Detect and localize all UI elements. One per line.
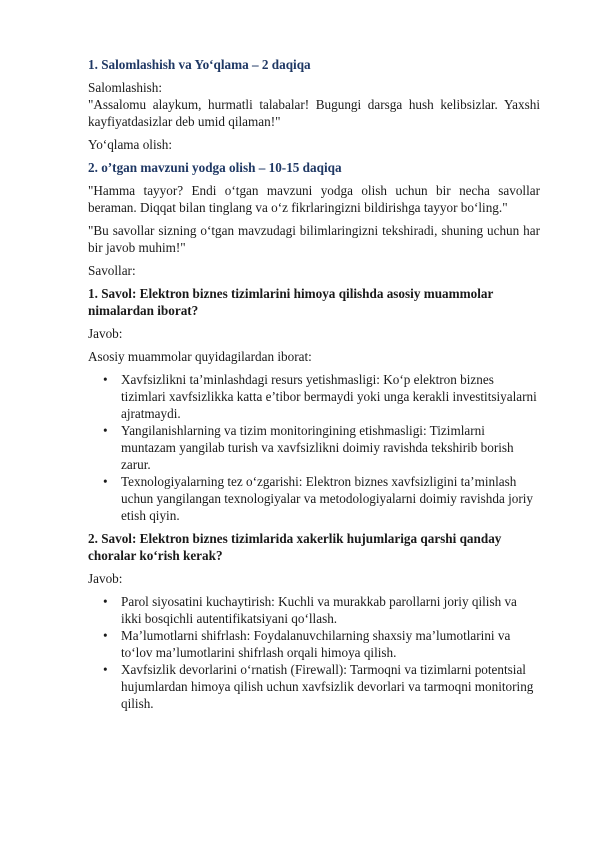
bullet-icon: • xyxy=(103,594,108,609)
list-item-text: Yangilanishlarning va tizim monitoringining etishmasligi: Tizimlarni muntazam yangilab turish va xavfsizlikni doimiy ravishda tekshirib borish zarur. xyxy=(121,423,514,472)
greeting-label: Salomlashish: xyxy=(88,80,162,95)
bullet-icon: • xyxy=(103,474,108,489)
list-item-text: Parol siyosatini kuchaytirish: Kuchli va murakkab parollarni joriy qilish va ikki bosqichli autentifikatsiyani qo‘llash. xyxy=(121,594,517,626)
question1-answer-intro: Asosiy muammolar quyidagilardan iborat: xyxy=(88,349,312,364)
question1-answer-label: Javob: xyxy=(88,326,123,341)
list-item xyxy=(88,371,540,422)
section2-intro-2: "Bu savollar sizning o‘tgan mavzudagi bilimlaringizni tekshiradi, shuning uchun har bir javob muhim!" xyxy=(88,223,540,255)
rollcall-label: Yo‘qlama olish: xyxy=(88,137,173,152)
list-item-text: Xavfsizlik devorlarini o‘rnatish (Firewall): Tarmoqni va tizimlarni potentsial hujumlardan himoya qilish uchun xavfsizlik devorlari va tarmoqni monitoring qilish. xyxy=(121,662,534,711)
question2-answer-list xyxy=(88,593,540,712)
list-item-text: Texnologiyalarning tez o‘zgarishi: Elektron biznes xavfsizligini ta’minlash uchun yangilangan texnologiyalar va metodologiyalarni doimiy ravishda joriy etish qiyin. xyxy=(121,474,534,523)
list-item xyxy=(88,661,540,712)
greeting-text: "Assalomu alaykum, hurmatli talabalar! Bugungi darsga hush kelibsizlar. Yaxshi kayfiyatdasizlar deb umid qilaman!" xyxy=(88,97,540,129)
question1-title: 1. Savol: Elektron biznes tizimlarini himoya qilishda asosiy muammolar nimalardan iborat? xyxy=(88,286,494,318)
list-item xyxy=(88,627,540,661)
bullet-icon: • xyxy=(103,662,108,677)
question2-answer-label: Javob: xyxy=(88,571,123,586)
bullet-icon: • xyxy=(103,628,108,643)
question1-answer-list xyxy=(88,371,540,524)
list-item xyxy=(88,473,540,524)
section2-heading: 2. o’tgan mavzuni yodga olish – 10-15 daqiqa xyxy=(88,160,342,175)
list-item xyxy=(88,593,540,627)
bullet-icon: • xyxy=(103,372,108,387)
list-item-text: Ma’lumotlarni shifrlash: Foydalanuvchilarning shaxsiy ma’lumotlarini va to‘lov ma’lumotlarini shifrlash orqali himoya qilish. xyxy=(121,628,511,660)
list-item-text: Xavfsizlikni ta’minlashdagi resurs yetishmasligi: Ko‘p elektron biznes tizimlari xavfsizlikka katta e’tibor bermaydi yoki unga kerakli investitsiyalarni ajratmaydi. xyxy=(121,372,537,421)
bullet-icon: • xyxy=(103,423,108,438)
document-page xyxy=(88,56,540,718)
section1-heading: 1. Salomlashish va Yo‘qlama – 2 daqiqa xyxy=(88,57,311,72)
list-item xyxy=(88,422,540,473)
questions-label: Savollar: xyxy=(88,263,136,278)
section2-intro-1: "Hamma tayyor? Endi o‘tgan mavzuni yodga olish uchun bir necha savollar beraman. Diqqat bilan tinglang va o‘z fikrlaringizni bildirishga tayyor bo‘ling." xyxy=(88,183,540,215)
question2-title: 2. Savol: Elektron biznes tizimlarida xakerlik hujumlariga qarshi qanday choralar ko‘rish kerak? xyxy=(88,531,502,563)
